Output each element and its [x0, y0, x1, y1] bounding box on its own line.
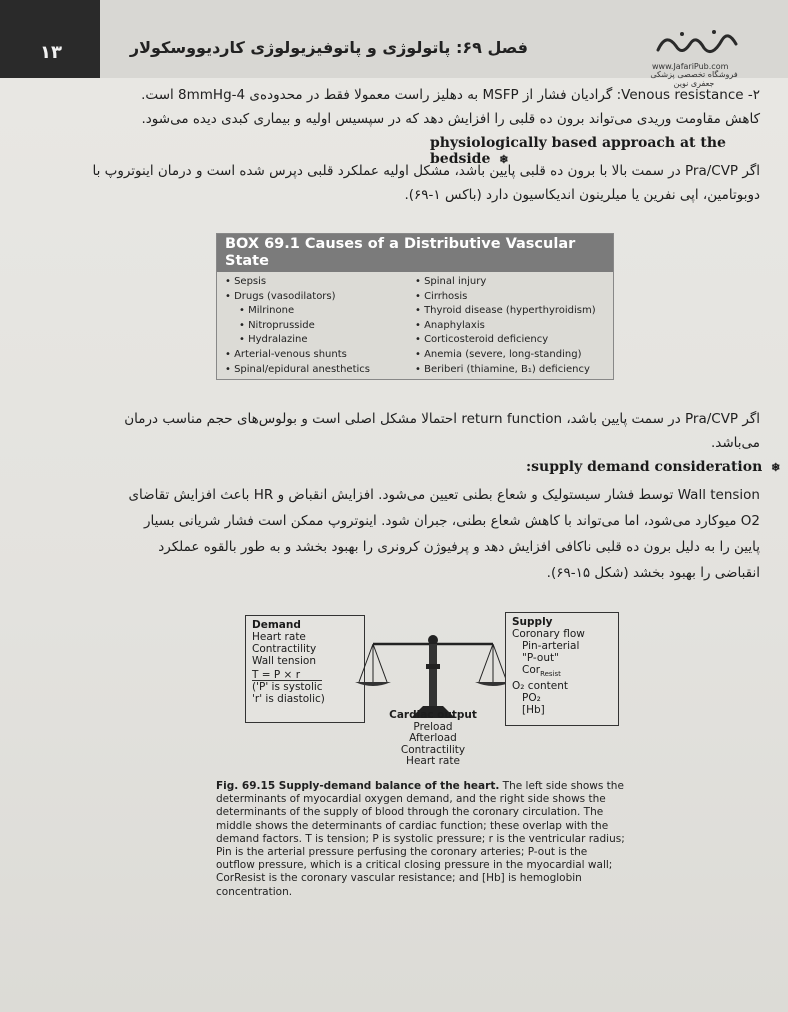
box-columns [217, 272, 613, 377]
box-list-item: • Cirrhosis [415, 290, 605, 305]
supply-cor-subscript: Resist [540, 670, 561, 679]
supply-po2: PO₂ [522, 692, 541, 705]
physiological-line-2: دوبوتامین، اپی نفرین یا میلرینون اندیکاسیون دارد (باکس ۱-۶۹). [404, 187, 760, 203]
supply-demand-diagram [245, 612, 630, 777]
co-heart-rate: Heart rate [406, 755, 460, 767]
supply-pin-arterial: Pin-arterial [522, 640, 580, 652]
supply-hb: [Hb] [522, 704, 545, 717]
demand-note-1: ('P' is systolic [252, 681, 323, 693]
figure-caption [216, 780, 626, 899]
snowflake-icon: ❄ [771, 461, 781, 474]
demand-wall-tension: Wall tension [252, 655, 317, 667]
box-left-column [225, 275, 415, 377]
co-afterload: Afterload [409, 732, 457, 744]
demand-box [245, 615, 365, 723]
box-list-item: • Thyroid disease (hyperthyroidism) [415, 304, 605, 319]
box-list-item: • Anemia (severe, long-standing) [415, 348, 605, 363]
physiological-heading-text: physiologically based approach at the bedside [430, 135, 726, 167]
box-list-item: • Spinal injury [415, 275, 605, 290]
co-preload: Preload [413, 720, 453, 733]
publisher-logo-icon [652, 26, 740, 60]
box-list-item: • Anaphylaxis [415, 319, 605, 334]
supply-line-3: پایین را به دلیل برون ده قلبی ناکافی افزایش دهد و پرفیوژن کرونری را بهبود بخشد و به طور بالقوه عملکرد [158, 539, 760, 555]
box-title-line-1: BOX 69.1 Causes of a Distributive Vascular [225, 236, 576, 252]
cardiac-output-title: Cardiac output [389, 709, 477, 721]
supply-cor-resist [512, 664, 612, 680]
box-list-item: • Nitroprusside [225, 319, 415, 334]
caption-label: Fig. 69.15 Supply-demand balance of the heart. [216, 780, 500, 792]
box-title-line-2: State [225, 253, 269, 269]
demand-note-2: 'r' is diastolic) [252, 693, 325, 705]
demand-heart-rate: Heart rate [252, 631, 306, 643]
box-list-item: • Arterial-venous shunts [225, 348, 415, 363]
venous-resistance-line-1: Venous resistance -۲: گرادیان فشار از MSFP به دهلیز راست معمولا فقط در محدوده‌ی 4-8mmHg است. [141, 87, 760, 103]
cardiac-output-block [363, 710, 503, 768]
snowflake-icon: ❄ [499, 153, 509, 166]
box-right-column [415, 275, 605, 377]
box-list-item: • Sepsis [225, 275, 415, 290]
logo-subtitle: فروشگاه تخصصی پزشکی جعفری نوین [650, 70, 738, 88]
box-list-item: • Beriberi (thiamine, B₁) deficiency [415, 363, 605, 378]
supply-line-4: انقباضی را بهبود بخشد (شکل ۱۵-۶۹). [546, 565, 760, 581]
chapter-title: فصل ۶۹: پاتولوژی و پاتوفیزیولوژی کاردیووسکولار [129, 38, 528, 57]
demand-formula: T = P × r [252, 669, 301, 681]
logo-url: www.JafariPub.com [652, 62, 729, 71]
supply-coronary-flow: Coronary flow [512, 628, 585, 640]
supply-o2-content: O₂ content [512, 680, 569, 693]
supply-title: Supply [512, 616, 553, 628]
supply-cor-text: Cor [522, 664, 541, 676]
supply-line-1: Wall tension توسط فشار سیستولیک و شعاع بطنی تعیین می‌شود. افزایش انقباض و HR باعث افزایش تقاضای [128, 487, 760, 503]
box-list-item: • Spinal/epidural anesthetics [225, 363, 415, 378]
demand-contractility: Contractility [252, 643, 317, 655]
page-number-box [0, 0, 100, 78]
return-line-1: اگر Pra/CVP در سمت پایین باشد، return function احتمالا مشکل اصلی است و بولوس‌های حجم مناسب درمان [124, 411, 760, 427]
supply-box [505, 612, 619, 726]
caption-text: The left side shows the determinants of myocardial oxygen demand, and the right side shows the determinants of the supply of blood through the coronary circulation. The middle shows the determinants of cardiac function; these overlap with the demand factors. T is tension; P is systolic pressure; r is the ventricular radius; Pin is the arterial pressure perfusing the coronary arteries; P-out is the outflow pressure, which is a critical closing pressure in the myocardial wall; CorResist is the coronary vascular resistance; and [Hb] is hemoglobin concentration. [216, 780, 625, 898]
co-contractility: Contractility [400, 743, 466, 756]
box-list-item: • Drugs (vasodilators) [225, 290, 415, 305]
box-69-1 [216, 233, 614, 380]
supply-heading-text: :supply demand consideration [526, 459, 763, 475]
demand-title: Demand [252, 619, 301, 631]
supply-heading [526, 459, 780, 475]
venous-resistance-line-2: کاهش مقاومت وریدی می‌تواند برون ده قلبی را افزایش دهد که در سپسیس اولیه و بیماری کبدی دیده می‌شود. [141, 111, 760, 127]
page-number: ۱۳ [40, 42, 62, 63]
box-list-item: • Milrinone [225, 304, 415, 319]
return-line-2: می‌باشد. [710, 435, 760, 451]
supply-line-2: O2 میوکارد می‌شود، اما می‌تواند با کاهش شعاع بطنی، جبران شود. اینوتروپ ممکن است فشار شریانی بسیار [144, 513, 760, 529]
physiological-line-1: اگر Pra/CVP در سمت بالا با برون ده قلبی پایین باشد، مشکل اولیه عملکرد قلبی دپرس شده است و درمان اینوتروپ با [92, 163, 760, 179]
box-list-item: • Corticosteroid deficiency [415, 333, 605, 348]
box-list-item: • Hydralazine [225, 333, 415, 348]
supply-p-out: "P-out" [522, 652, 559, 664]
box-title [217, 234, 613, 272]
balance-scale-icon [353, 626, 513, 722]
